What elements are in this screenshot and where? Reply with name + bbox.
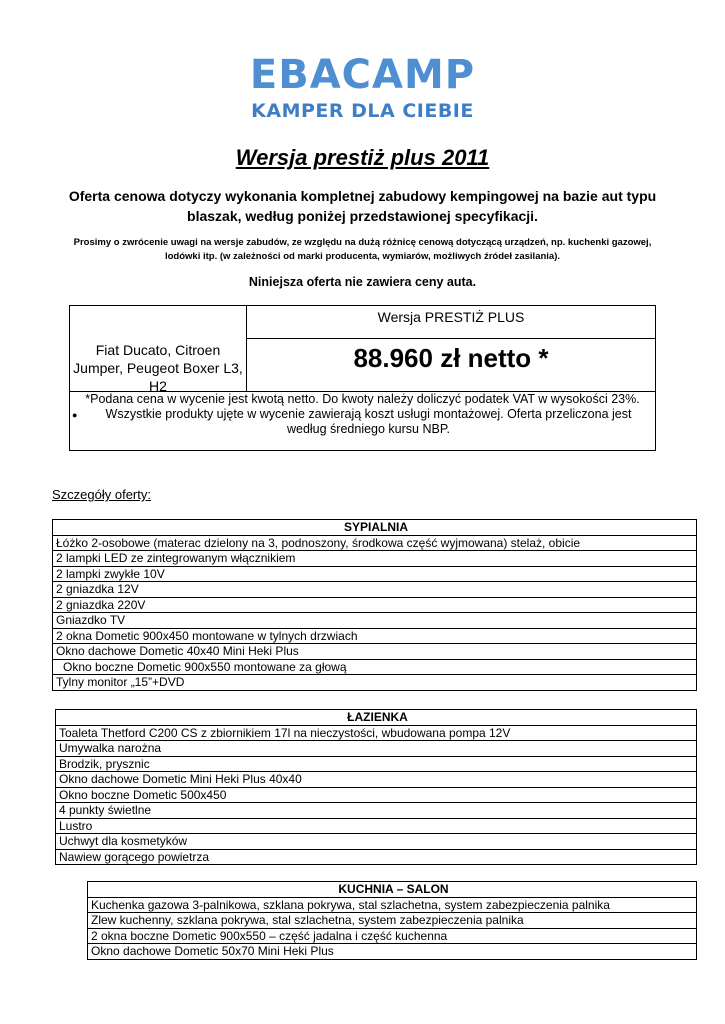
company-logo: [0, 52, 725, 122]
bullet-icon: ●: [72, 410, 78, 420]
vehicle-models: Fiat Ducato, Citroen Jumper, Peugeot Boxer L3, H2: [73, 342, 243, 394]
no-car-price-note: Niniejsza oferta nie zawiera ceny auta.: [248, 275, 477, 289]
offer-intro: Oferta cenowa dotyczy wykonania kompletnej zabudowy kempingowej na bazie aut typu blaszak, według poniżej przedstawionej specyfikacji.: [68, 188, 657, 224]
section-header: KUCHNIA – SALON: [88, 882, 697, 898]
table-row: Łóżko 2-osobowe (materac dzielony na 3, podnoszony, środkowa część wyjmowana) stelaż, obicie: [53, 535, 697, 551]
table-row: 2 gniazdka 220V: [53, 597, 697, 613]
offer-price: 88.960 zł netto *: [353, 343, 549, 373]
table-row: 2 lampki zwykłe 10V: [53, 566, 697, 582]
vat-footnote: *Podana cena w wycenie jest kwotą netto. Do kwoty należy doliczyć podatek VAT w wysokości 23%.: [85, 392, 640, 406]
kitchen-table: [87, 881, 697, 960]
bathroom-table: [55, 709, 697, 865]
table-row: 2 lampki LED ze zintegrowanym włącznikiem: [53, 551, 697, 567]
table-row: 2 gniazdka 12V: [53, 582, 697, 598]
table-row: Okno dachowe Dometic 50x70 Mini Heki Plus: [88, 944, 697, 960]
table-row: Kuchenka gazowa 3-palnikowa, szklana pokrywa, stal szlachetna, system zabezpieczenia palnika: [88, 897, 697, 913]
table-row: Brodzik, prysznic: [56, 756, 697, 772]
table-row: 2 okna boczne Dometic 900x550 – część jadalna i część kuchenna: [88, 928, 697, 944]
table-row: Tylny monitor „15”+DVD: [53, 675, 697, 691]
table-row: Okno boczne Dometic 900x550 montowane za głową: [53, 659, 697, 675]
version-label: Wersja PRESTIŻ PLUS: [377, 309, 525, 325]
logo-tagline: KAMPER DLA CIEBIE: [251, 100, 474, 122]
offer-box: [69, 305, 656, 451]
section-header: SYPIALNIA: [53, 520, 697, 536]
table-row: 4 punkty świetlne: [56, 803, 697, 819]
section-header: ŁAZIENKA: [56, 710, 697, 726]
table-row: Toaleta Thetford C200 CS z zbiornikiem 17l na nieczystości, wbudowana pompa 12V: [56, 725, 697, 741]
version-note: Prosimy o zwrócenie uwagi na wersje zabudów, ze względu na dużą różnicę cenową dotyczącą urządzeń, np. kuchenki gazowej, lodówki itp. (w zależności od marki producenta, wymiarów, możliwych źródeł zasilania).: [73, 237, 652, 262]
table-row: Okno dachowe Dometic Mini Heki Plus 40x40: [56, 772, 697, 788]
bedroom-table: [52, 519, 697, 691]
table-row: Zlew kuchenny, szklana pokrywa, stal szlachetna, system zabezpieczenia palnika: [88, 913, 697, 929]
page-title: Wersja prestiż plus 2011: [235, 145, 490, 170]
table-row: Okno dachowe Dometic 40x40 Mini Heki Plus: [53, 644, 697, 660]
table-row: Umywalka narożna: [56, 741, 697, 757]
table-row: Lustro: [56, 818, 697, 834]
logo-brand: EBACAMP: [249, 52, 476, 98]
table-row: Uchwyt dla kosmetyków: [56, 834, 697, 850]
table-row: Gniazdko TV: [53, 613, 697, 629]
table-row: Nawiew gorącego powietrza: [56, 849, 697, 865]
assembly-footnote: Wszystkie produkty ujęte w wycenie zawierają koszt usługi montażowej. Oferta przeliczona jest według średniego kursu NBP.: [105, 407, 632, 436]
table-row: Okno boczne Dometic 500x450: [56, 787, 697, 803]
table-row: 2 okna Dometic 900x450 montowane w tylnych drzwiach: [53, 628, 697, 644]
details-heading: Szczegóły oferty:: [52, 487, 151, 502]
